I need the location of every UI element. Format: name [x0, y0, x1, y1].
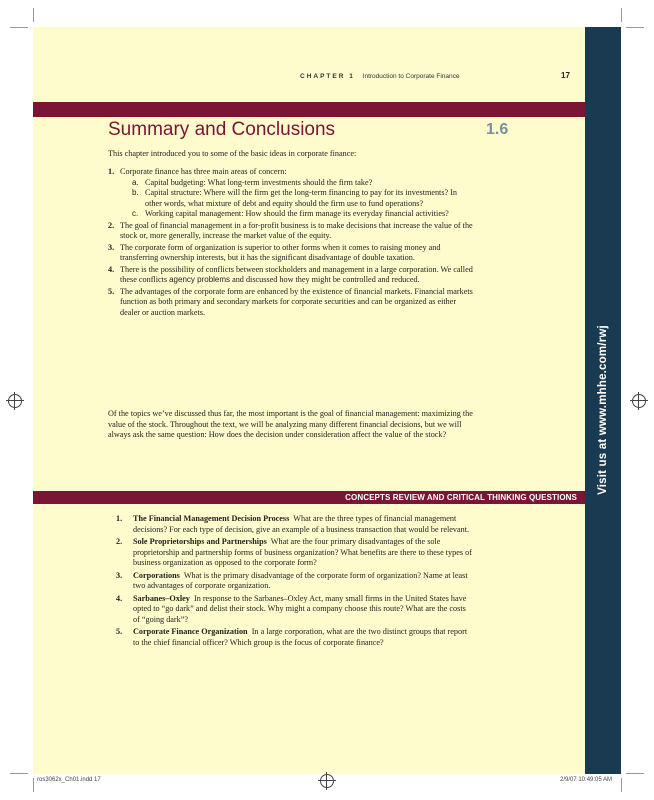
- question-title: The Financial Management Decision Process: [133, 514, 290, 523]
- question-title: Corporations: [133, 570, 180, 580]
- item-number: 2.: [108, 220, 115, 230]
- item-number: 5.: [108, 286, 115, 296]
- section-bar: [33, 102, 585, 117]
- section-title: Summary and Conclusions: [108, 119, 336, 140]
- crop-mark: [10, 773, 28, 774]
- crop-mark: [621, 778, 622, 792]
- list-item: [108, 243, 474, 264]
- question-text: What is the primary disadvantage of the corporate form of organization? Name at least two advantages of corporate organization.: [133, 570, 468, 590]
- sub-item: [132, 188, 474, 209]
- sub-letter: c.: [132, 209, 139, 218]
- crop-mark: [10, 27, 28, 28]
- question-item: [116, 627, 474, 648]
- sub-letter: b.: [132, 188, 139, 197]
- item-number: 1.: [108, 167, 115, 176]
- item-text: The advantages of the corporate form are enhanced by the existence of financial markets. Financial markets function as both primary and secondary markets for corporate securities and can be organized as either dealer or auction markets.: [120, 286, 473, 317]
- question-title: Sole Proprietorships and Partnerships: [133, 537, 267, 546]
- crop-mark: [33, 778, 34, 792]
- item-text: and discussed how they might be controlled and reduced.: [230, 275, 420, 284]
- question-number: 3.: [116, 570, 123, 580]
- closing-paragraph: Of the topics we’ve discussed thus far, the most important is the goal of financial management: maximizing the value of the stock. Throughout the text, we will be analyzing many different financial decisions, but we will always ask the same question: How does the decision under consideration affect the value of the stock?: [108, 409, 473, 439]
- question-item: [116, 537, 474, 569]
- registration-mark-icon: [8, 394, 22, 408]
- question-item: [116, 571, 474, 592]
- running-head: [300, 73, 460, 80]
- question-title: Corporate Finance Organization: [133, 627, 248, 636]
- crop-mark: [626, 27, 644, 28]
- sub-letter: a.: [132, 177, 139, 187]
- item-text: The goal of financial management in a for-profit business is to make decisions that increase the value of the stock or, more generally, increase the market value of the equity.: [120, 220, 473, 240]
- list-item: [108, 167, 474, 220]
- section-number: 1.6: [486, 121, 509, 138]
- crop-mark: [621, 8, 622, 22]
- chapter-label: CHAPTER 1: [300, 73, 355, 80]
- questions-list: [116, 514, 474, 650]
- item-number: 4.: [108, 264, 115, 274]
- question-number: 5.: [116, 627, 123, 636]
- crop-mark: [626, 773, 644, 774]
- summary-list: [108, 167, 474, 319]
- question-item: [116, 594, 474, 626]
- key-term[interactable]: agency problems: [169, 275, 231, 284]
- item-text: The corporate form of organization is superior to other forms when it comes to raising money and transferring ownership interests, but it has the significant disadvantage of double taxation.: [120, 242, 441, 262]
- summary-intro: This chapter introduced you to some of the basic ideas in corporate finance:: [108, 149, 357, 158]
- page-number: 17: [561, 71, 570, 80]
- sub-text: Capital budgeting: What long-term investments should the firm take?: [145, 177, 373, 187]
- list-item: [108, 221, 474, 242]
- registration-mark-icon: [632, 394, 646, 408]
- list-item: [108, 287, 474, 319]
- question-item: [116, 514, 474, 535]
- question-text: In a large corporation, what are the two distinct groups that report to the chief financial officer? Which group is the focus of corporate finance?: [133, 627, 468, 647]
- item-text: Corporate finance has three main areas of concern:: [120, 167, 287, 176]
- question-number: 1.: [116, 514, 123, 523]
- question-number: 2.: [116, 537, 123, 546]
- sub-text: Capital structure: Where will the firm get the long-term financing to pay for its investments? In other words, what mixture of debt and equity should the firm use to fund operations?: [145, 188, 458, 208]
- list-item: [108, 265, 474, 286]
- registration-mark-icon: [320, 774, 334, 788]
- question-text: In response to the Sarbanes–Oxley Act, many small firms in the United States have opted to “go dark” and delist their stock. Why might a company choose this route? What are the costs of “going dark”?: [133, 593, 467, 624]
- concepts-bar: [33, 491, 585, 504]
- concepts-heading: CONCEPTS REVIEW AND CRITICAL THINKING QUESTIONS: [345, 493, 577, 502]
- item-number: 3.: [108, 242, 115, 252]
- item-text: There is the possibility of conflicts between stockholders and management in a large corporation. We called these conflicts: [120, 264, 473, 284]
- sub-item: [132, 209, 474, 220]
- sidebar-url[interactable]: Visit us at www.mhhe.com/rwj: [597, 325, 609, 495]
- sub-text: Working capital management: How should the firm manage its everyday financial activities?: [145, 209, 449, 218]
- question-number: 4.: [116, 593, 123, 603]
- question-text: What are the four primary disadvantages of the sole proprietorship and partnership forms of business organization? What benefits are there to these types of business organization as opposed to the corporate form?: [133, 537, 472, 567]
- question-title: Sarbanes–Oxley: [133, 593, 190, 603]
- question-text: What are the three types of financial management decisions? For each type of decision, give an example of a business transaction that would be relevant.: [133, 514, 470, 534]
- crop-mark: [33, 8, 34, 22]
- footer-file-name: ros3062x_Ch01.indd 17: [37, 777, 101, 783]
- chapter-title: Introduction to Corporate Finance: [362, 73, 460, 80]
- footer-timestamp: 2/9/07 10:49:05 AM: [560, 777, 613, 783]
- sub-item: [132, 178, 474, 189]
